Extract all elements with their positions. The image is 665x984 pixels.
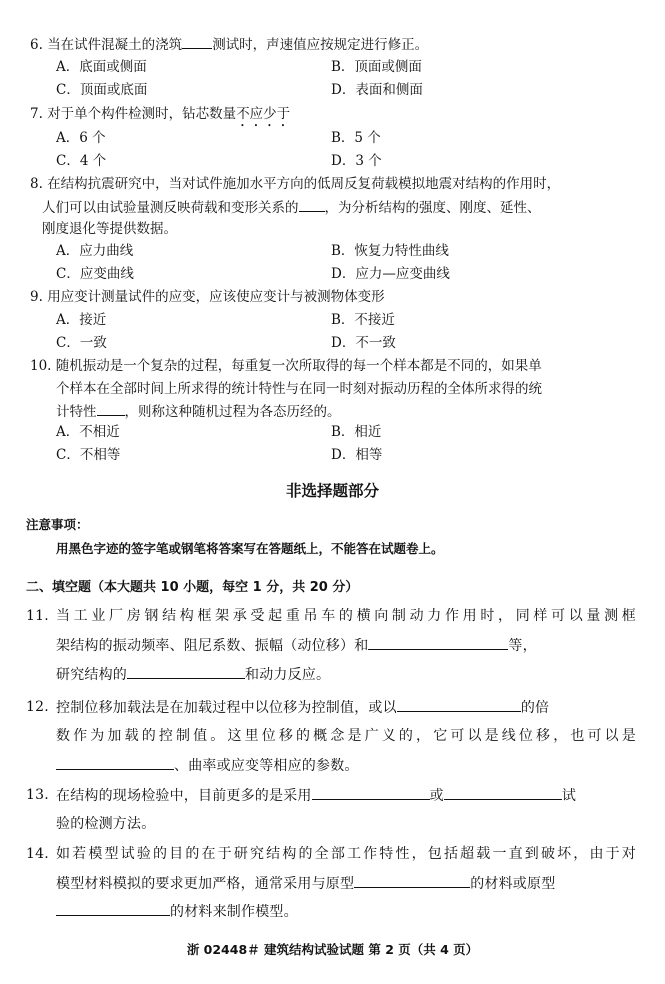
q7-emphasis: 不应少于 xyxy=(236,106,291,122)
q8-option-c: C．应变曲线 xyxy=(56,266,134,282)
q10-option-b: B．相近 xyxy=(331,424,382,440)
q11-line1: 当工业厂房钢结构框架承受起重吊车的横向制动力作用时，同样可以量测框 xyxy=(56,608,636,624)
q8-option-d: D．应力—应变曲线 xyxy=(331,266,450,282)
q9-option-a: A．接近 xyxy=(56,312,107,328)
q12-line1: 控制位移加载法是在加载过程中以位移为控制值，或以 的倍 xyxy=(56,697,549,718)
q13-blank-1 xyxy=(312,785,430,800)
q6-option-d: D．表面和侧面 xyxy=(331,82,423,98)
q7-option-a: A．6 个 xyxy=(56,130,106,146)
q8-line3: 刚度退化等提供数据。 xyxy=(42,221,177,237)
q7-option-d: D．3 个 xyxy=(331,153,382,169)
q10-option-d: D．相等 xyxy=(331,447,383,463)
q14-line2: 模型材料模拟的要求更加严格，通常采用与原型 的材料或原型 xyxy=(56,873,555,894)
q11-blank-2 xyxy=(127,664,245,679)
q6-option-a: A．底面或侧面 xyxy=(56,59,147,75)
q8-line1: 8. 在结构抗震研究中，当对试件施加水平方向的低周反复荷载模拟地震对结构的作用时， xyxy=(30,176,561,192)
q8-line2: 人们可以由试验量测反映荷载和变形关系的 ，为分析结构的强度、刚度、延性、 xyxy=(42,197,541,218)
part2-title: 二、填空题（本大题共 10 小题，每空 1 分，共 20 分） xyxy=(26,580,359,595)
q7-option-c: C．4 个 xyxy=(56,153,107,169)
q11-blank-1 xyxy=(368,635,508,650)
q10-blank xyxy=(97,401,125,416)
q6-option-b: B．顶面或侧面 xyxy=(331,59,422,75)
q8-blank xyxy=(299,197,325,212)
q12-blank-1 xyxy=(397,697,521,712)
q11-num: 11. xyxy=(26,608,49,624)
q11-line2: 架结构的振动频率、阻尼系数、振幅（动位移）和 等， xyxy=(56,635,537,656)
q14-line1: 如若模型试验的目的在于研究结构的全部工作特性，包括超载一直到破坏，由于对 xyxy=(56,846,636,862)
q10-line1: 10. 随机振动是一个复杂的过程，每重复一次所取得的每一个样本都是不同的，如果单 xyxy=(30,358,542,374)
q6-blank xyxy=(182,34,212,49)
q13-line2: 验的检测方法。 xyxy=(56,816,156,832)
q9-option-d: D．不一致 xyxy=(331,335,396,351)
notice-label: 注意事项： xyxy=(26,517,89,532)
page-footer: 浙 02448＃ 建筑结构试验试题 第 2 页（共 4 页） xyxy=(186,942,479,957)
q10-option-c: C．不相等 xyxy=(56,447,121,463)
q14-blank-1 xyxy=(354,873,470,888)
q10-option-a: A．不相近 xyxy=(56,424,120,440)
q9-stem: 9. 用应变计测量试件的应变，应该使应变计与被测物体变形 xyxy=(30,289,385,305)
q14-blank-2 xyxy=(56,901,170,916)
q9-option-b: B．不接近 xyxy=(331,312,395,328)
q10-line3: 计特性 ，则称这种随机过程为各态历经的。 xyxy=(56,401,341,422)
q10-line2: 个样本在全部时间上所求得的统计特性与在同一时刻对振动历程的全体所求得的统 xyxy=(56,381,542,397)
notice-text: 用黑色字迹的签字笔或钢笔将答案写在答题纸上，不能答在试题卷上。 xyxy=(56,541,444,556)
q8-option-b: B．恢复力特性曲线 xyxy=(331,243,449,259)
q6-option-c: C．顶面或底面 xyxy=(56,82,148,98)
q7-option-b: B．5 个 xyxy=(331,130,381,146)
q12-line3: 、曲率或应变等相应的参数。 xyxy=(56,755,359,776)
q9-option-c: C．一致 xyxy=(56,335,107,351)
q7-stem: 7. 对于单个构件检测时，钻芯数量不应少于 xyxy=(30,106,291,122)
q12-num: 12. xyxy=(26,699,49,715)
q13-line1: 在结构的现场检验中，目前更多的是采用 或 试 xyxy=(56,785,576,806)
q12-line2: 数作为加载的控制值。这里位移的概念是广义的，它可以是线位移，也可以是 xyxy=(56,728,636,744)
q6-stem: 6. 当在试件混凝土的浇筑 测试时，声速值应按规定进行修正。 xyxy=(30,34,428,55)
q12-blank-2 xyxy=(56,755,174,770)
q14-line3: 的材料来制作模型。 xyxy=(56,901,298,922)
q14-num: 14. xyxy=(26,846,49,862)
q13-num: 13. xyxy=(26,787,49,803)
section-title: 非选择题部分 xyxy=(285,482,379,500)
q11-line3: 研究结构的 和动力反应。 xyxy=(56,664,330,685)
q8-option-a: A．应力曲线 xyxy=(56,243,134,259)
q13-blank-2 xyxy=(444,785,562,800)
